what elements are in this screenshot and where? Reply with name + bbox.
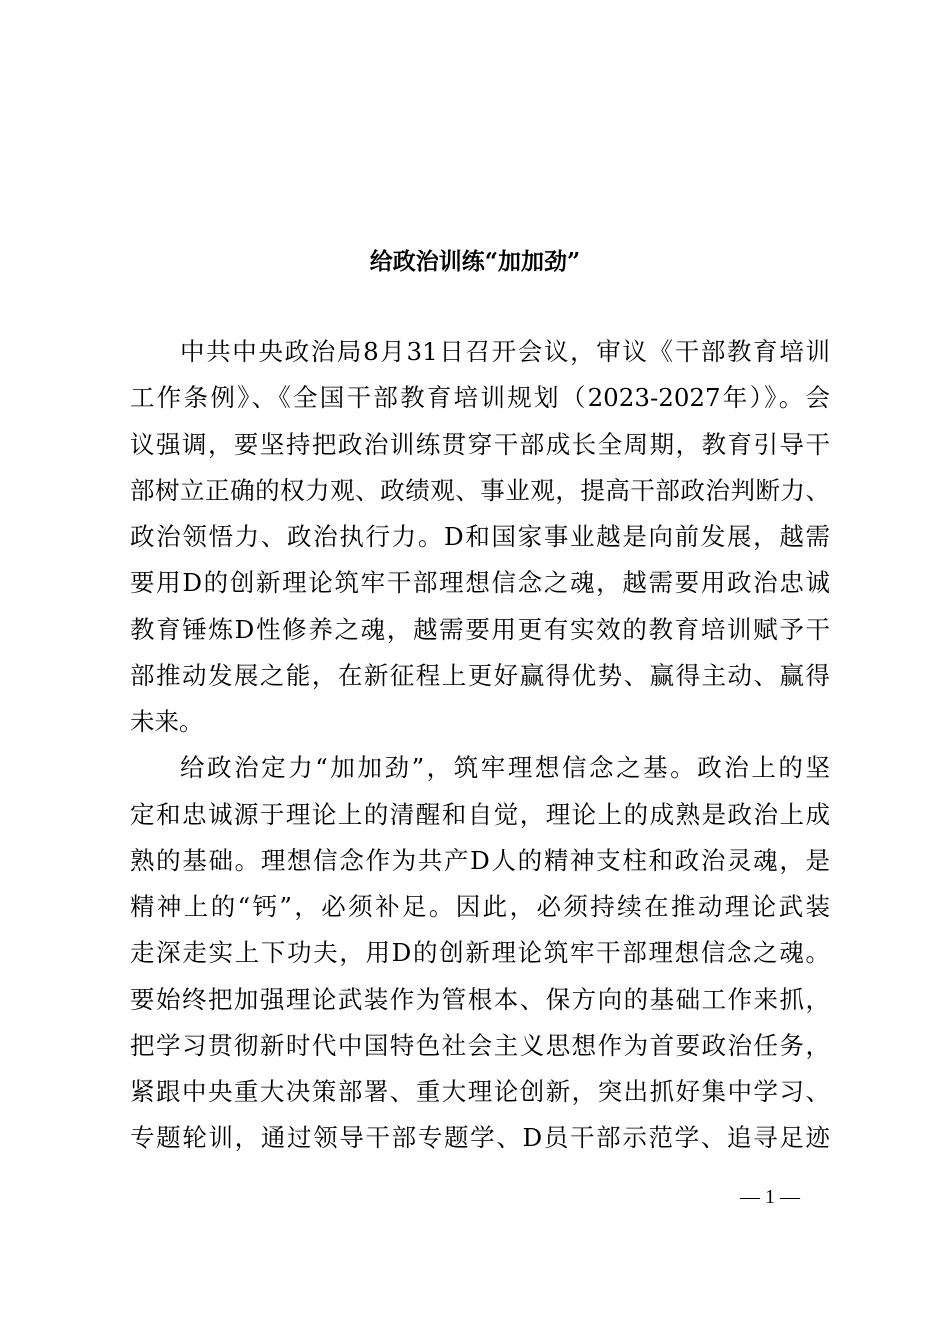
document-title: 给政治训练“加加劲”: [369, 248, 581, 275]
text-line: 部推动发展之能，在新征程上更好赢得优势、赢得主动、赢得: [130, 660, 830, 690]
text-line: 定和忠诚源于理论上的清醒和自觉，理论上的成熟是政治上成: [130, 799, 830, 829]
text-line: 教育锤炼D性修养之魂，越需要用更有实效的教育培训赋予干: [130, 614, 830, 644]
text-line: 中共中央政治局8月31日召开会议，审议《干部教育培训: [180, 337, 830, 366]
text-line: 议强调，要坚持把政治训练贯穿干部成长全周期，教育引导干: [130, 429, 830, 459]
document-body: [130, 329, 830, 1162]
paragraph-1: [130, 329, 830, 745]
text-line: 要始终把加强理论武装作为管根本、保方向的基础工作来抓，: [130, 984, 830, 1014]
text-line: 熟的基础。理想信念作为共产D人的精神支柱和政治灵魂，是: [130, 845, 830, 875]
paragraph-2: [130, 745, 830, 1161]
text-line: 专题轮训，通过领导干部专题学、D员干部示范学、追寻足迹: [130, 1123, 830, 1153]
text-line: 政治领悟力、政治执行力。D和国家事业越是向前发展，越需: [130, 522, 830, 551]
text-line: 走深走实上下功夫，用D的创新理论筑牢干部理想信念之魂。: [130, 938, 830, 968]
text-line: 精神上的“钙”，必须补足。因此，必须持续在推动理论武装: [130, 892, 830, 921]
text-line: 把学习贯彻新时代中国特色社会主义思想作为首要政治任务，: [130, 1030, 830, 1060]
text-line: 给政治定力“加加劲”，筑牢理想信念之基。政治上的坚: [180, 753, 830, 783]
text-line: 未来。: [130, 707, 204, 736]
text-line: 要用D的创新理论筑牢干部理想信念之魂，越需要用政治忠诚: [130, 568, 830, 598]
text-line: 工作条例》、《全国干部教育培训规划（2023-2027年）》。会: [130, 383, 830, 413]
text-line: 部树立正确的权力观、政绩观、事业观，提高干部政治判断力、: [130, 475, 830, 505]
page-number: — 1 —: [740, 1186, 800, 1208]
text-line: 紧跟中央重大决策部署、重大理论创新，突出抓好集中学习、: [130, 1077, 830, 1106]
